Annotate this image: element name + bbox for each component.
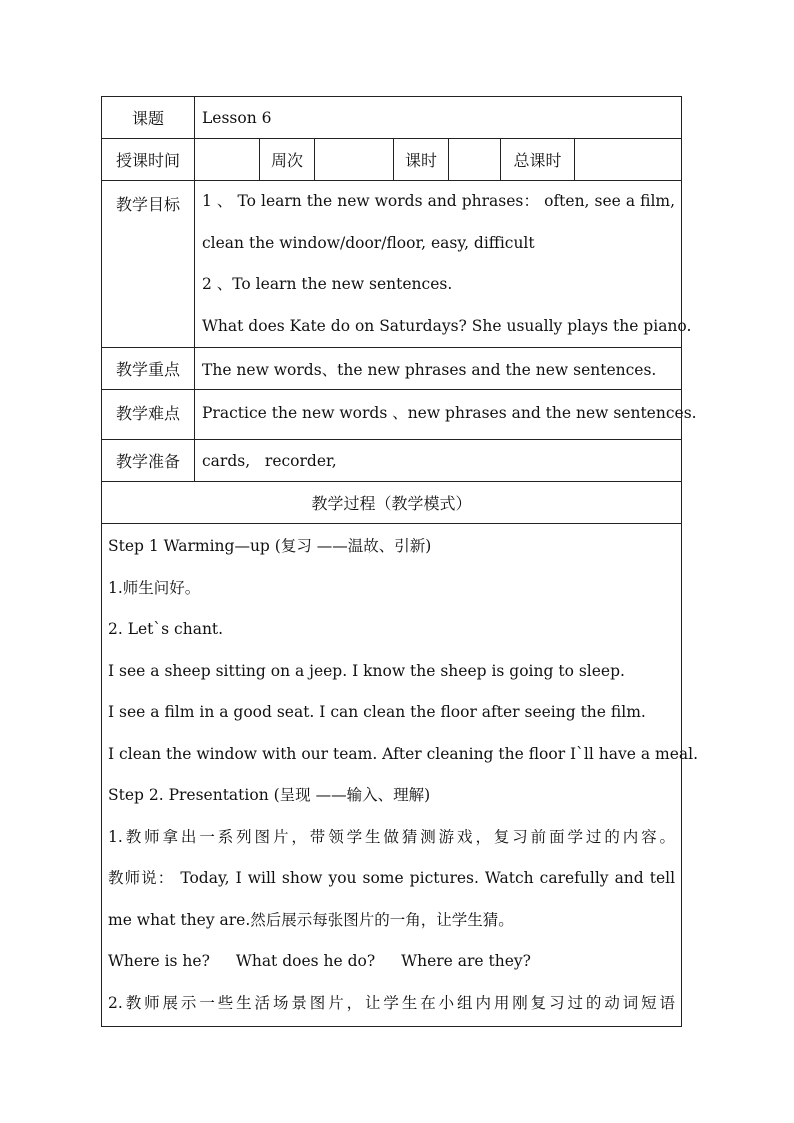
process-line: I clean the window with our team. After cleaning the floor I`ll have a meal. — [108, 744, 699, 763]
row-goals — [102, 181, 682, 348]
key-points-value: The new words、the new phrases and the new sentences. — [195, 348, 682, 390]
goals-content — [195, 181, 692, 348]
process-line: I see a sheep sitting on a jeep. I know the sheep is going to sleep. — [108, 661, 625, 680]
goal-line: clean the window/door/floor, easy, difficult — [202, 233, 535, 252]
difficulties-value: Practice the new words 、new phrases and the new sentences. — [195, 390, 682, 440]
total-periods-value — [575, 139, 682, 181]
difficulties-label: 教学难点 — [102, 390, 195, 440]
process-line: Step 1 Warming—up (复习 ——温故、引新) — [108, 537, 432, 555]
process-line: 2. Let`s chant. — [108, 620, 224, 638]
row-process-header — [102, 482, 682, 524]
preparation-label: 教学准备 — [102, 440, 195, 482]
week-label: 周次 — [260, 139, 315, 181]
topic-label: 课题 — [102, 97, 195, 139]
preparation-value: cards, recorder, — [195, 440, 682, 482]
goal-line: What does Kate do on Saturdays? She usually plays the piano. — [202, 316, 692, 335]
process-line: 2.教师展示一些生活场景图片，让学生在小组内用刚复习过的动词短语 — [108, 993, 676, 1012]
process-line: me what they are.然后展示每张图片的一角，让学生猜。 — [108, 910, 514, 929]
period-value — [449, 139, 501, 181]
total-periods-label: 总课时 — [501, 139, 575, 181]
row-preparation — [102, 440, 682, 482]
question: What does he do? — [235, 952, 376, 970]
row-difficulties — [102, 390, 682, 440]
process-content — [102, 524, 699, 1027]
process-header: 教学过程（教学模式） — [102, 482, 682, 524]
process-line: I see a film in a good seat. I can clean the floor after seeing the film. — [108, 703, 646, 721]
teaching-time-label: 授课时间 — [102, 139, 195, 181]
week-value — [315, 139, 394, 181]
question-line — [102, 941, 681, 983]
row-meta — [102, 139, 682, 181]
teaching-time-value — [195, 139, 260, 181]
row-topic — [102, 97, 682, 139]
question: Where is he? — [108, 952, 210, 970]
process-line: 1.教师拿出一系列图片，带领学生做猜测游戏，复习前面学过的内容。 — [108, 827, 676, 846]
process-line: 1.师生问好。 — [108, 578, 201, 597]
row-process — [102, 524, 682, 1027]
goal-line: 2 、To learn the new sentences. — [202, 275, 453, 293]
goals-label: 教学目标 — [102, 181, 195, 348]
topic-value: Lesson 6 — [195, 97, 682, 139]
process-line: Step 2. Presentation (呈现 ——输入、理解) — [108, 786, 431, 804]
goal-line: 1 、 To learn the new words and phrases： often, see a film, — [202, 192, 676, 210]
lesson-plan-table — [101, 96, 699, 1027]
key-points-label: 教学重点 — [102, 348, 195, 390]
row-key-points — [102, 348, 682, 390]
period-label: 课时 — [394, 139, 449, 181]
process-line: 教师说： Today, I will show you some pictures. Watch carefully and tell — [108, 869, 676, 887]
question: Where are they? — [401, 952, 531, 970]
